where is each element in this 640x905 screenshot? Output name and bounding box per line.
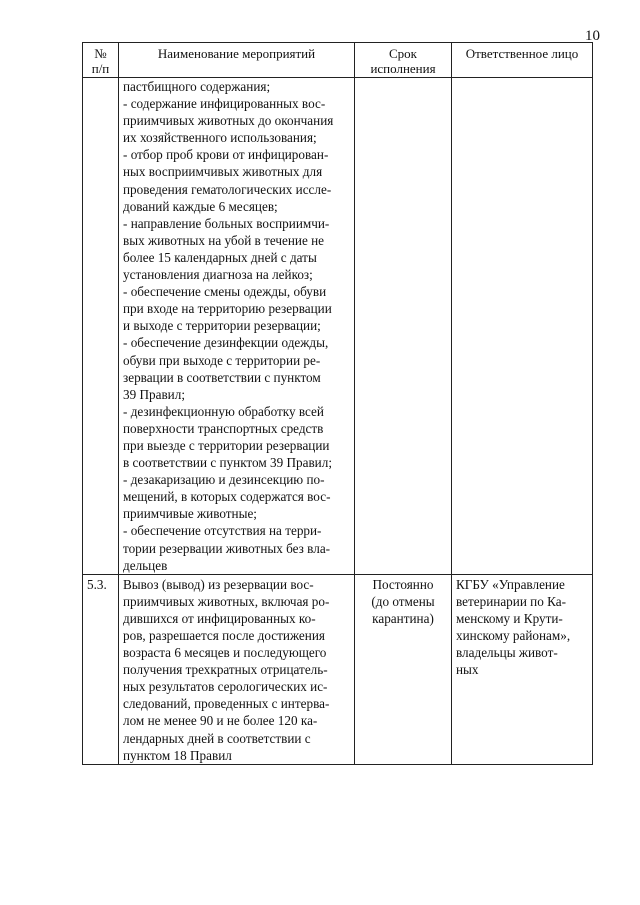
row-num-cell [83,78,119,575]
row-responsible: КГБУ «Управление ветеринарии по Ка- менскому и Крути- хинскому районам», владельцы живот- ных [456,576,571,678]
row-term-cell [355,78,452,575]
row-name-cell [119,574,355,764]
row-responsible-cell [452,78,593,575]
row-name: Вывоз (вывод) из резервации вос- приимчивых животных, включая ро- дившихся от инфицированных ко- ров, разрешается после достижения возраста 6 месяцев и последующего получения трехкратных отрицатель- ных результатов серологических ис- следований, проведенных с интерва- лом не менее 90 и не более 120 ка- лендарных дней в соответствии с пунктом 18 Правил [123,576,330,763]
row-name-cell [119,78,355,575]
header-responsible [452,43,593,78]
row-num-cell [83,574,119,764]
header-term-label: Срок исполнения [370,46,436,76]
header-name [119,43,355,78]
header-term [355,43,452,78]
row-term: Постоянно (до отмены карантина) [371,576,435,626]
row-term-cell [355,574,452,764]
measures-table [82,42,593,765]
row-num: 5.3. [87,576,107,592]
row-responsible-cell [452,574,593,764]
header-responsible-label: Ответственное лицо [465,46,579,61]
table-header-row [83,43,593,78]
table-row [83,78,593,575]
header-name-label: Наименование мероприятий [157,46,316,61]
header-num-label: № п/п [91,46,110,76]
row-name: пастбищного содержания; - содержание инфицированных вос- приимчивых животных до окончания их хозяйственного использования; - отбор проб крови от инфицирован- ных восприимчивых животных для проведения гематологических иссле- дований каждые 6 месяцев; - направление больных восприимчи- вых животных на убой в течение не более 15 календарных дней с даты установления диагноза на лейкоз; - обеспечение смены одежды, обуви при входе на территорию резервации и выходе с территории резервации; - обеспечение дезинфекции одежды, обуви при выходе с территории ре- зервации в соответствии с пунктом 39 Правил; - дезинфекционную обработку всей поверхности транспортных средств при выезде с территории резервации в соответствии с пунктом 39 Правил; - дезакаризацию и дезинсекцию по- мещений, в которых содержатся вос- приимчивые животные; - обеспечение отсутствия на терри- тории резервации животных без вла- дельцев [123,79,334,573]
header-num [83,43,119,78]
page-number: 10 [585,28,600,44]
table-row [83,574,593,764]
